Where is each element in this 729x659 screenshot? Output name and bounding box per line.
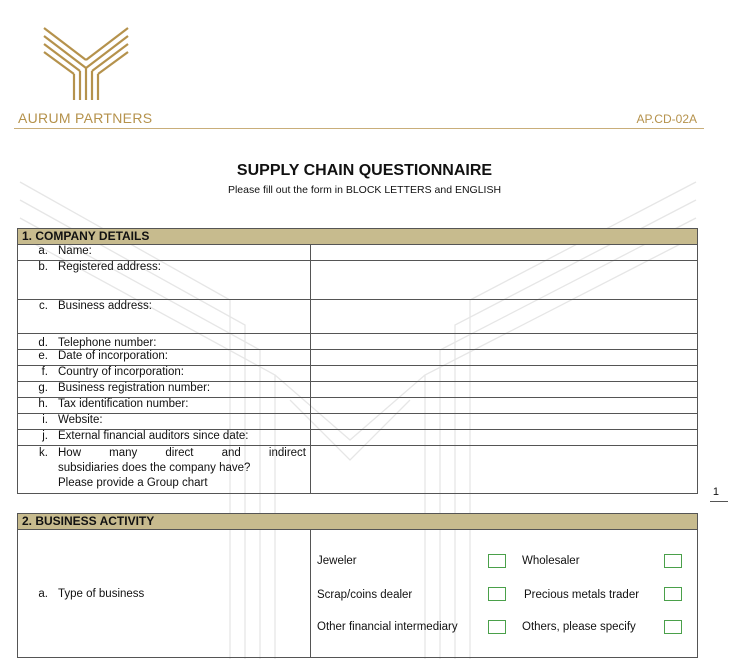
- option-label-jeweler: Jeweler: [317, 555, 357, 567]
- business-address-field[interactable]: [311, 300, 698, 334]
- row-letter: g.: [38, 382, 48, 394]
- document-reference: AP.CD-02A: [636, 112, 697, 126]
- row-letter: k.: [39, 447, 48, 459]
- business-activity-table: [17, 513, 698, 658]
- field-label-subsidiaries-line2: subsidiaries does the company have?: [58, 462, 251, 474]
- checkbox-wholesaler[interactable]: [664, 554, 682, 568]
- telephone-field[interactable]: [311, 334, 698, 350]
- field-label-registered-address: Registered address:: [58, 261, 161, 273]
- table-row: [18, 530, 698, 658]
- option-label-other-financial-intermediary: Other financial intermediary: [317, 621, 458, 633]
- table-row: [18, 366, 698, 382]
- table-row: [18, 334, 698, 350]
- option-label-scrap-coins-dealer: Scrap/coins dealer: [317, 589, 413, 601]
- table-row: [18, 382, 698, 398]
- option-label-precious-metals-trader: Precious metals trader: [524, 589, 640, 601]
- table-row: [18, 414, 698, 430]
- aurum-logo-icon: [40, 24, 132, 102]
- row-letter: d.: [38, 337, 48, 349]
- tax-id-field[interactable]: [311, 398, 698, 414]
- section-heading: 1. COMPANY DETAILS: [18, 229, 698, 245]
- field-label-telephone: Telephone number:: [58, 337, 157, 349]
- row-letter: j.: [42, 430, 48, 442]
- row-letter: i.: [42, 414, 48, 426]
- registration-number-field[interactable]: [311, 382, 698, 398]
- brand-name: AURUM PARTNERS: [18, 110, 153, 126]
- business-type-options: [311, 530, 698, 658]
- field-label-tax-id: Tax identification number:: [58, 398, 189, 410]
- checkbox-other-financial-intermediary[interactable]: [488, 620, 506, 634]
- incorporation-date-field[interactable]: [311, 350, 698, 366]
- row-letter: a.: [38, 587, 48, 600]
- subsidiaries-field[interactable]: [311, 446, 698, 494]
- table-row: [18, 430, 698, 446]
- table-row: [18, 398, 698, 414]
- page-number: 1: [712, 486, 719, 498]
- website-field[interactable]: [311, 414, 698, 430]
- row-letter: a.: [38, 245, 48, 257]
- table-row: [18, 350, 698, 366]
- table-row: [18, 446, 698, 494]
- row-letter: f.: [41, 366, 48, 378]
- field-label-name: Name:: [58, 245, 92, 257]
- field-label-subsidiaries-line3: Please provide a Group chart: [58, 477, 208, 489]
- checkbox-scrap-coins-dealer[interactable]: [488, 587, 506, 601]
- option-label-others-specify: Others, please specify: [522, 621, 636, 633]
- registered-address-field[interactable]: [311, 261, 698, 300]
- field-label-business-address: Business address:: [58, 300, 152, 312]
- field-label-country: Country of incorporation:: [58, 366, 184, 378]
- row-letter: e.: [38, 350, 48, 362]
- table-row: [18, 261, 698, 300]
- field-label-auditors: External financial auditors since date:: [58, 430, 249, 442]
- field-label-subsidiaries-line1: How many direct and indirect: [58, 447, 306, 459]
- checkbox-others-specify[interactable]: [664, 620, 682, 634]
- header-divider: [14, 128, 704, 129]
- country-field[interactable]: [311, 366, 698, 382]
- section-heading: 2. BUSINESS ACTIVITY: [18, 514, 698, 530]
- field-label-type-of-business: Type of business: [58, 587, 145, 600]
- option-label-wholesaler: Wholesaler: [522, 555, 580, 567]
- field-label-website: Website:: [58, 414, 103, 426]
- row-letter: h.: [38, 398, 48, 410]
- table-row: [18, 245, 698, 261]
- page-subtitle: Please fill out the form in BLOCK LETTERS and ENGLISH: [227, 184, 502, 196]
- row-letter: c.: [39, 300, 48, 312]
- checkbox-jeweler[interactable]: [488, 554, 506, 568]
- field-label-registration-number: Business registration number:: [58, 382, 211, 394]
- checkbox-precious-metals-trader[interactable]: [664, 587, 682, 601]
- auditors-field[interactable]: [311, 430, 698, 446]
- page-title: SUPPLY CHAIN QUESTIONNAIRE: [236, 162, 493, 179]
- table-row: [18, 300, 698, 334]
- name-field[interactable]: [311, 245, 698, 261]
- page-number-underline: [710, 501, 728, 502]
- field-label-incorporation-date: Date of incorporation:: [58, 350, 168, 362]
- company-details-table: [17, 228, 698, 494]
- row-letter: b.: [38, 261, 48, 273]
